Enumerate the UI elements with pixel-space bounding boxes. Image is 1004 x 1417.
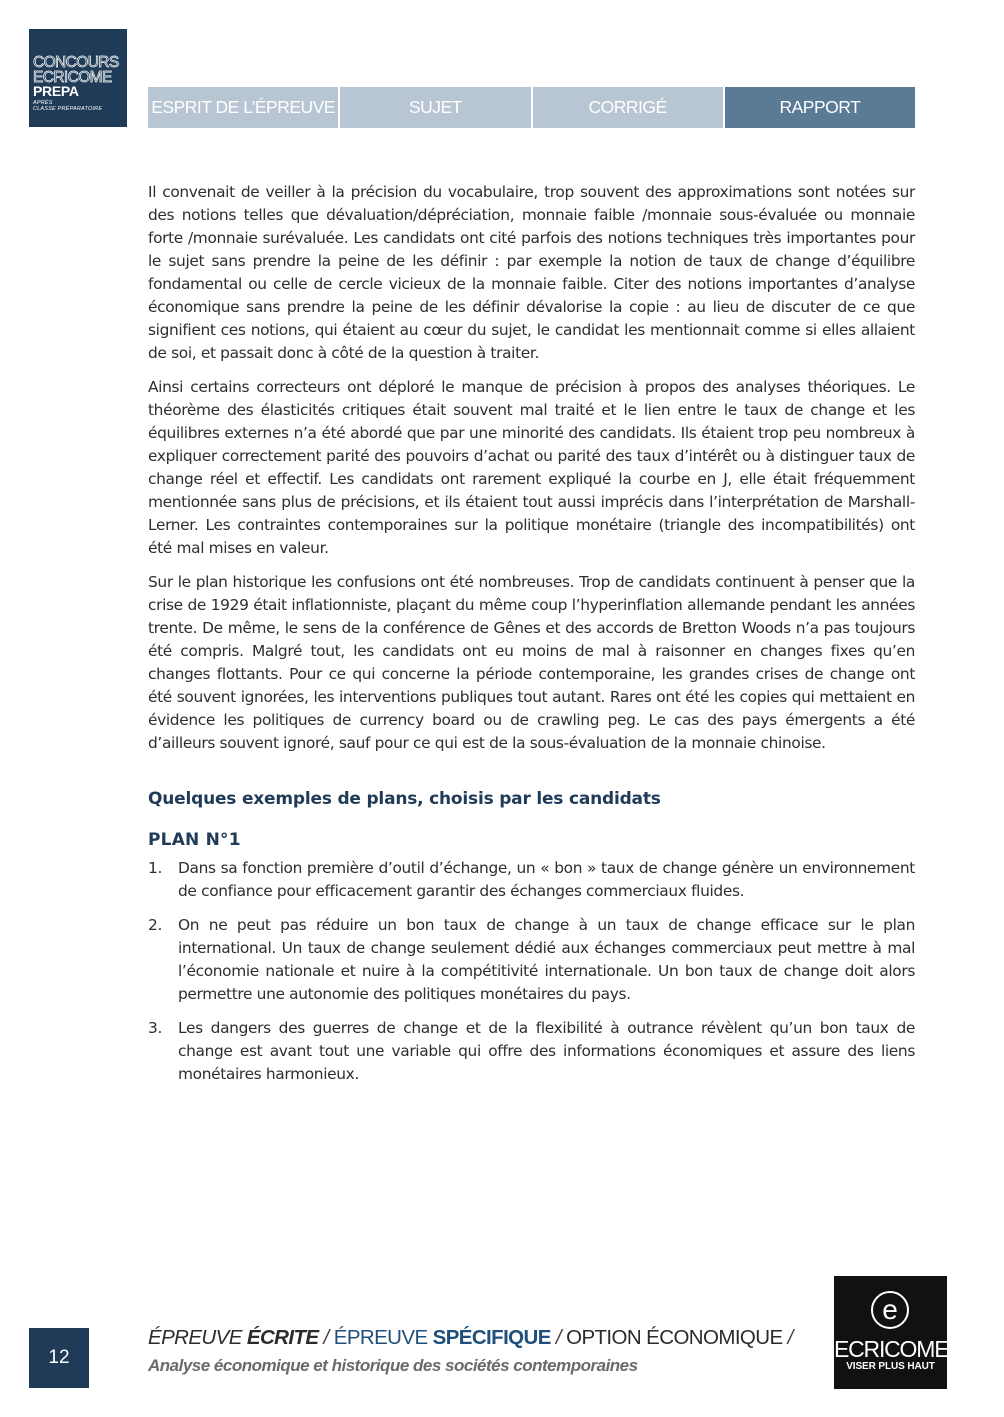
tab-rapport[interactable]: RAPPORT — [725, 87, 915, 128]
plan-list — [148, 857, 915, 1086]
footer-separator-1: / — [318, 1326, 334, 1349]
page-number: 12 — [29, 1328, 89, 1388]
footer-ecrite: ÉCRITE — [246, 1326, 319, 1349]
footer-separator-3: / — [782, 1326, 793, 1349]
footer-epreuve-1: ÉPREUVE — [148, 1326, 247, 1349]
tab-corrige[interactable]: CORRIGÉ — [533, 87, 723, 128]
concours-ecricome-prepa-logo — [29, 29, 127, 127]
plan-title: PLAN N°1 — [148, 830, 241, 850]
section-title: Quelques exemples de plans, choisis par les candidats — [148, 789, 661, 809]
footer-exam-path — [148, 1326, 793, 1350]
section-tabs — [148, 87, 915, 128]
logo-name: ECRICOME — [834, 1336, 949, 1362]
paragraph-historical-confusions: Sur le plan historique les confusions ont été nombreuses. Trop de candidats continuent à penser que la crise de 1929 était inflationniste, plaçant du même coup l’hyperinflation allemande pendant les années trente. De même, le sens de la conférence de Gênes et des accords de Bretton Woods n’a pas toujours été compris. Malgré tout, les candidats ont eu moins de mal à raisonner en changes fixes qu’en changes flottants. Pour ce qui concerne la période contemporaine, les grandes crises de change ont été souvent ignorées, les interventions publiques tout autant. Rares ont été les copies qui mettaient en évidence les politiques de currency board ou de crawling peg. Le cas des pays émergents a été d’ailleurs souvent ignoré, sauf pour ce qui est de la sous-évaluation de la monnaie chinoise. — [148, 573, 915, 752]
brand-line-prepa: PREPA — [33, 83, 79, 99]
plan-item — [148, 914, 915, 1006]
report-body — [148, 181, 915, 1097]
plan-item-text: Les dangers des guerres de change et de la flexibilité à outrance révèlent qu’un bon taux de change est avant tout une variable qui offre des informations économiques et assure des liens monétaires harmonieux. — [178, 1019, 915, 1083]
footer-epreuve-2: ÉPREUVE — [333, 1326, 433, 1349]
plan-item-number: 3. — [148, 1019, 162, 1037]
brand-line-apres: APRÈS — [33, 100, 53, 106]
plan-item-text: On ne peut pas réduire un bon taux de change à un taux de change efficace sur le plan international. Un taux de change seulement dédié aux échanges commerciaux peut mettre à mal l’économie nationale et nuire à la compétitivité internationale. Un bon taux de change doit alors permettre une autonomie des politiques monétaires du pays. — [178, 916, 915, 1003]
plan-item-number: 1. — [148, 859, 162, 877]
brand-line-apres-classe — [33, 100, 127, 112]
plan-item — [148, 1017, 915, 1086]
plan-item — [148, 857, 915, 903]
footer-separator-2: / — [550, 1326, 567, 1349]
footer-option-economique: OPTION ÉCONOMIQUE — [566, 1326, 783, 1349]
brand-line-concours: CONCOURS — [33, 54, 119, 71]
tab-esprit-de-l-epreuve[interactable]: ESPRIT DE L’ÉPREUVE — [148, 87, 338, 128]
tab-sujet[interactable]: SUJET — [340, 87, 530, 128]
brand-line-ecricome: ECRICOME — [33, 68, 112, 86]
plan-item-text: Dans sa fonction première d’outil d’échange, un « bon » taux de change génère un environnement de confiance pour efficacement garantir des échanges commerciaux fluides. — [178, 859, 915, 900]
paragraph-theoretical-analyses: Ainsi certains correcteurs ont déploré le manque de précision à propos des analyses théoriques. Le théorème des élasticités critiques était souvent mal traité et le lien entre le taux de change et les équilibres externes n’a été abordé que par une minorité des candidats. Ils étaient trop peu nombreux à expliquer correctement parité des pouvoirs d’achat ou parité des taux d’intérêt ou à distinguer taux de change réel et effectif. Les candidats ont rarement expliqué la courbe en J, elle était fréquemment mentionnée sans plus de précisions, et ils étaient tout aussi imprécis dans l’interprétation de Marshall-Lerner. Les contraintes contemporaines sur la politique monétaire (triangle des incompatibilités) ont été mal mises en valeur. — [148, 378, 915, 557]
brand-line-classe-preparatoire: CLASSE PRÉPARATOIRE — [33, 106, 103, 113]
footer-subject-subtitle: Analyse économique et historique des sociétés contemporaines — [148, 1356, 638, 1375]
paragraph-vocabulary: Il convenait de veiller à la précision du vocabulaire, trop souvent des approximations sont notées sur des notions telles que dévaluation/dépréciation, monnaie faible /monnaie sous-évaluée ou monnaie forte /monnaie surévaluée. Les candidats ont cité parfois des notions techniques très importantes pour le sujet sans prendre la peine de les définir : par exemple la notion de taux de change d’équilibre fondamental ou celle de cercle vicieux de la monnaie faible. Citer des notions importantes d’analyse économique sans prendre la peine de les définir dévalorise la copie : au lieu de discuter de ce que signifient ces notions, qui étaient au cœur du sujet, le candidat les mentionnait comme si elles allaient de soi, et passait donc à côté de la question à traiter. — [148, 183, 915, 362]
plan-item-number: 2. — [148, 916, 162, 934]
logo-tagline: VISER PLUS HAUT — [846, 1361, 935, 1372]
ecricome-logo — [834, 1276, 947, 1389]
ecricome-e-icon: e — [871, 1291, 909, 1329]
footer-specifique: SPÉCIFIQUE — [432, 1326, 551, 1349]
